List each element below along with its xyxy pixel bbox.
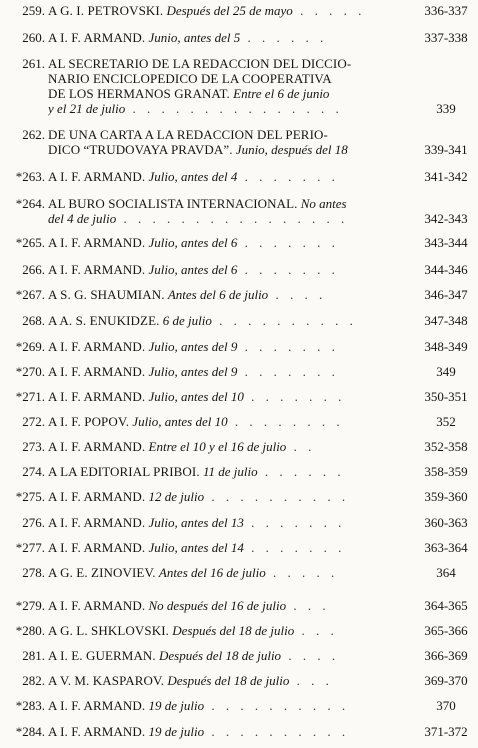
entry-text [48, 464, 396, 479]
entry-line [48, 364, 396, 379]
entry-text [48, 389, 396, 404]
entry-note: 11 de julio [202, 464, 258, 479]
entry-note: 19 de julio [148, 698, 205, 713]
dot-leader: . . . . . . . [237, 364, 339, 379]
page-range: 342-343 [424, 211, 468, 226]
page-range: 347-348 [424, 313, 468, 328]
entry-note: Julio, antes del 6 [148, 235, 238, 250]
entry-note: Después del 25 de mayo [166, 3, 293, 18]
page-range: 339 [436, 101, 456, 116]
entry-number: *269. [15, 339, 45, 354]
entry-line [48, 287, 396, 302]
entry-text [48, 673, 396, 688]
entry-title: A I. F. ARMAND. [48, 364, 146, 379]
page-range: 339-341 [424, 142, 468, 157]
dot-leader: . . . . . . . . . . [204, 724, 350, 739]
entry-line [48, 101, 396, 116]
entry-line [48, 724, 396, 739]
entry-line [48, 313, 396, 328]
entry-note: 6 de julio [162, 313, 212, 328]
entry-note: 19 de julio [148, 724, 205, 739]
entry-line [48, 71, 396, 86]
page-range: 364 [436, 565, 456, 580]
page-range: 370 [436, 698, 456, 713]
entry-text [48, 414, 396, 429]
entry-title: A I. F. ARMAND. [48, 235, 146, 250]
entry-number: 278. [22, 565, 45, 580]
entry-note: Julio, antes del 9 [148, 364, 238, 379]
entry-line [48, 623, 396, 638]
entry-title: AL BURO SOCIALISTA INTERNACIONAL. [48, 196, 298, 211]
dot-leader: . . . . [268, 287, 327, 302]
dot-leader: . . . . . [292, 3, 366, 18]
entry-line [48, 127, 396, 142]
entry-text [48, 648, 396, 663]
entry-note: Julio, antes del 9 [148, 339, 238, 354]
page-range: 352 [436, 414, 456, 429]
dot-leader: . . . . . . . [243, 540, 346, 555]
entry-line [48, 648, 396, 663]
entry-note: Junio, después del 18 [235, 142, 348, 157]
dot-leader: . . . . [281, 648, 340, 663]
entry-title: A I. F. ARMAND. [48, 598, 146, 613]
entry-line [48, 211, 396, 226]
entry-title: A V. M. KASPAROV. [48, 673, 165, 688]
entry-title: DE UNA CARTA A LA REDACCION DEL PERIO- [48, 127, 328, 142]
entry-number: *283. [15, 698, 45, 713]
entry-note: Julio, antes del 14 [148, 540, 244, 555]
entry-number: *264. [15, 196, 45, 211]
page-range: 349 [436, 364, 456, 379]
dot-leader: . . . [294, 623, 338, 638]
dot-leader: . . . . . . . . [227, 414, 344, 429]
page-range: 371-372 [424, 724, 468, 739]
entry-line [48, 196, 396, 211]
page-range: 358-359 [424, 464, 468, 479]
dot-leader: . . . . . . . . . . . . . . . [125, 101, 343, 116]
entry-number: 274. [22, 464, 45, 479]
entry-title: A I. E. GUERMAN. [48, 648, 156, 663]
entry-text [48, 169, 396, 184]
dot-leader: . . . . . . . [237, 169, 339, 184]
page-range: 343-344 [424, 235, 468, 250]
entry-number: 272. [22, 414, 45, 429]
entry-title: A G. E. ZINOVIEV. [48, 565, 156, 580]
entry-number: *263. [15, 169, 45, 184]
entry-number: 262. [22, 127, 45, 142]
dot-leader: . . . [286, 598, 330, 613]
entry-title: A A. S. ENUKIDZE. [48, 313, 160, 328]
entry-line [48, 439, 396, 454]
entry-note: Entre el 6 de junio [233, 86, 330, 101]
entry-number: *277. [15, 540, 45, 555]
page-range: 336-337 [424, 3, 468, 18]
entry-title: A I. F. ARMAND. [48, 698, 146, 713]
entry-line [48, 598, 396, 613]
entry-number: 259. [22, 3, 45, 18]
entry-note: Antes del 6 de julio [167, 287, 269, 302]
entry-text [48, 262, 396, 277]
entry-text [48, 698, 396, 713]
page-range: 363-364 [424, 540, 468, 555]
dot-leader: . . . . . . . [243, 515, 346, 530]
entry-text [48, 127, 396, 157]
entry-note: Julio, antes del 6 [148, 262, 238, 277]
entry-text [48, 313, 396, 328]
entry-title: A LA EDITORIAL PRIBOI. [48, 464, 200, 479]
dot-leader: . . . . . . . [243, 389, 346, 404]
entry-number: *279. [15, 598, 45, 613]
entry-line [48, 698, 396, 713]
entry-line [48, 169, 396, 184]
entry-line [48, 489, 396, 504]
entry-title: A I. F. ARMAND. [48, 169, 146, 184]
entry-text [48, 56, 396, 116]
page-range: 337-338 [424, 30, 468, 45]
entry-note: Después del 18 de julio [159, 648, 282, 663]
entry-note: Después del 18 de julio [167, 673, 290, 688]
entry-note: y el 21 de julio [48, 101, 126, 116]
page-range: 359-360 [424, 489, 468, 504]
page-range: 369-370 [424, 673, 468, 688]
entry-title: A I. F. ARMAND. [48, 515, 146, 530]
entry-title: NARIO ENCICLOPEDICO DE LA COOPERATIVA [48, 71, 332, 86]
dot-leader: . . . . . . . . . . [204, 698, 350, 713]
entry-text [48, 3, 396, 18]
entry-line [48, 86, 396, 101]
entry-note: No después del 16 de julio [148, 598, 287, 613]
dot-leader: . . . . . . . . . . [211, 313, 357, 328]
entry-line [48, 56, 396, 71]
page-range: 366-369 [424, 648, 468, 663]
entry-note: Entre el 10 y el 16 de julio [148, 439, 287, 454]
entry-text [48, 339, 396, 354]
page-range: 350-351 [424, 389, 468, 404]
dot-leader: . . . . . . . [237, 339, 339, 354]
entry-number: *267. [15, 287, 45, 302]
entry-title: A I. F. ARMAND. [48, 262, 146, 277]
dot-leader: . . . . . . . [237, 262, 339, 277]
dot-leader: . . . . . . . . . . [204, 489, 350, 504]
entry-title: A I. F. ARMAND. [48, 489, 146, 504]
entry-line [48, 464, 396, 479]
entry-title: A I. F. ARMAND. [48, 724, 146, 739]
page-range: 364-365 [424, 598, 468, 613]
entry-line [48, 235, 396, 250]
page-range: 352-358 [424, 439, 468, 454]
entry-number: 260. [22, 30, 45, 45]
entry-number: 266. [22, 262, 45, 277]
entry-number: *280. [15, 623, 45, 638]
entry-number: *275. [15, 489, 45, 504]
entry-line [48, 339, 396, 354]
entry-title: A I. F. ARMAND. [48, 540, 146, 555]
entry-note: Después del 18 de julio [172, 623, 295, 638]
entry-text [48, 287, 396, 302]
entry-text [48, 565, 396, 580]
entry-number: 261. [22, 56, 45, 71]
entry-title: A S. G. SHAUMIAN. [48, 287, 165, 302]
entry-line [48, 30, 396, 45]
entry-number: *270. [15, 364, 45, 379]
entry-text [48, 724, 396, 739]
dot-leader: . . . . . . [257, 464, 345, 479]
entry-text [48, 623, 396, 638]
entry-title: A G. L. SHKLOVSKI. [48, 623, 169, 638]
dot-leader: . . . . . . . [237, 235, 339, 250]
entry-number: 273. [22, 439, 45, 454]
entry-title: A I. F. ARMAND. [48, 339, 146, 354]
entry-note: Julio, antes del 13 [148, 515, 244, 530]
entry-line [48, 565, 396, 580]
page-range: 365-366 [424, 623, 468, 638]
entry-line [48, 3, 396, 18]
page-range: 348-349 [424, 339, 468, 354]
entry-line [48, 142, 396, 157]
entry-title: DICO “TRUDOVAYA PRAVDA”. [48, 142, 233, 157]
dot-leader: . . . . . [265, 565, 339, 580]
dot-leader: . . . [289, 673, 333, 688]
dot-leader: . . . . . . [240, 30, 328, 45]
entry-text [48, 515, 396, 530]
dot-leader: . . [286, 439, 316, 454]
entry-title: A I. F. POPOV. [48, 414, 130, 429]
page-range: 346-347 [424, 287, 468, 302]
entry-title: A I. F. ARMAND. [48, 439, 146, 454]
entry-title: A G. I. PETROVSKI. [48, 3, 164, 18]
entry-number: 268. [22, 313, 45, 328]
entry-text [48, 439, 396, 454]
entry-text [48, 235, 396, 250]
entry-number: *284. [15, 724, 45, 739]
entry-text [48, 598, 396, 613]
entry-title: A I. F. ARMAND. [48, 389, 146, 404]
entry-number: 282. [22, 673, 45, 688]
entry-note: Junio, antes del 5 [148, 30, 241, 45]
entry-line [48, 673, 396, 688]
entry-text [48, 30, 396, 45]
entry-line [48, 515, 396, 530]
page-range: 360-363 [424, 515, 468, 530]
entry-number: 276. [22, 515, 45, 530]
dot-leader: . . . . . . . . . . . . . . . . [116, 211, 349, 226]
entry-line [48, 540, 396, 555]
entry-line [48, 414, 396, 429]
entry-text [48, 196, 396, 226]
page-range: 341-342 [424, 169, 468, 184]
entry-number: *265. [15, 235, 45, 250]
entry-note: Julio, antes del 4 [148, 169, 238, 184]
entry-note: 12 de julio [148, 489, 205, 504]
entry-note: Julio, antes del 10 [148, 389, 244, 404]
page-range: 344-346 [424, 262, 468, 277]
entry-text [48, 489, 396, 504]
entry-number: 281. [22, 648, 45, 663]
entry-note: del 4 de julio [48, 211, 117, 226]
entry-title: A I. F. ARMAND. [48, 30, 146, 45]
entry-note: No antes [300, 196, 347, 211]
entry-note: Antes del 16 de julio [158, 565, 266, 580]
entry-line [48, 389, 396, 404]
entry-number: *271. [15, 389, 45, 404]
entry-title: DE LOS HERMANOS GRANAT. [48, 86, 230, 101]
entry-line [48, 262, 396, 277]
entry-note: Julio, antes del 10 [132, 414, 228, 429]
entry-text [48, 364, 396, 379]
entry-text [48, 540, 396, 555]
entry-title: AL SECRETARIO DE LA REDACCION DEL DICCIO- [48, 56, 352, 71]
